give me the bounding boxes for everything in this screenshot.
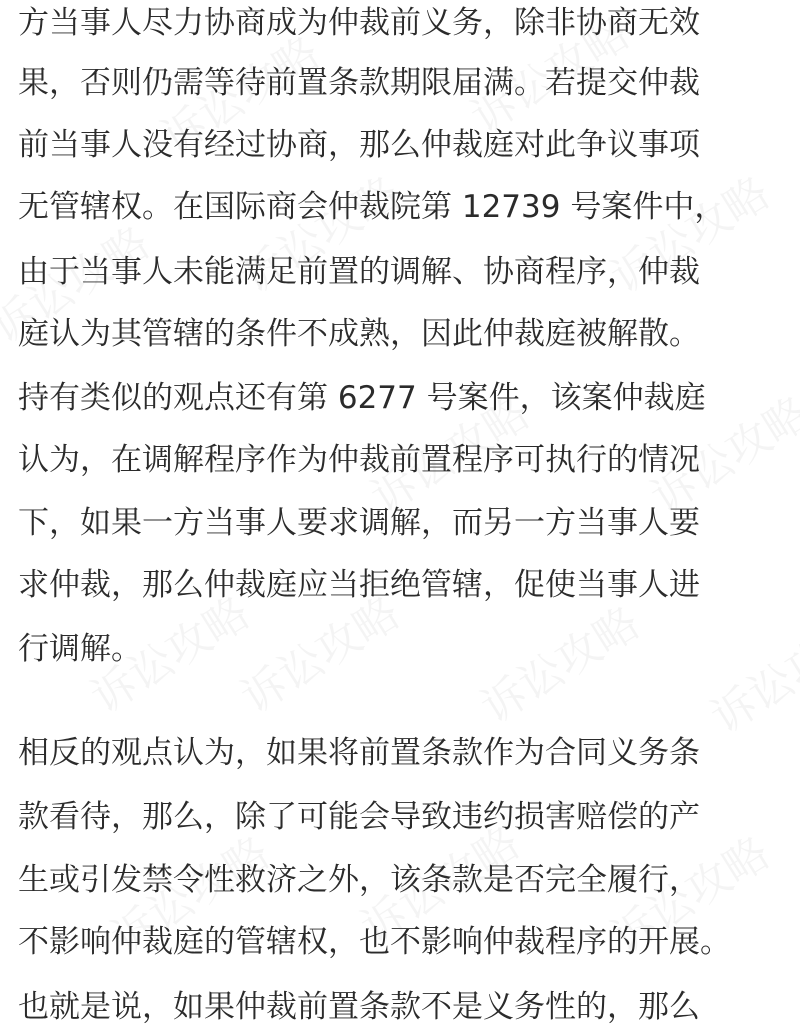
watermark — [696, 598, 800, 746]
text-line: 求仲裁，那么仲裁庭应当拒绝管辖，促使当事人进 — [18, 567, 700, 603]
text-line: 无管辖权。在国际商会仲裁院第 12739 号案件中， — [18, 189, 726, 225]
text-line: 行调解。 — [18, 631, 142, 667]
text-line: 果，否则仍需等待前置条款期限届满。若提交仲裁 — [18, 65, 700, 101]
text-line: 款看待，那么，除了可能会导致违约损害赔偿的产 — [18, 799, 700, 835]
text-line: 由于当事人未能满足前置的调解、协商程序，仲裁 — [18, 254, 700, 290]
text-line: 相反的观点认为，如果将前置条款作为合同义务条 — [18, 735, 700, 771]
watermark — [466, 588, 649, 736]
text-line: 庭认为其管辖的条件不成熟，因此仲裁庭被解散。 — [18, 316, 700, 352]
text-line: 下，如果一方当事人要求调解，而另一方当事人要 — [18, 505, 700, 541]
text-line: 也就是说，如果仲裁前置条款不是义务性的，那么 — [18, 989, 700, 1025]
text-line: 生或引发禁令性救济之外，该条款是否完全履行， — [18, 862, 700, 898]
text-line: 持有类似的观点还有第 6277 号案件，该案仲裁庭 — [18, 380, 706, 416]
text-line: 方当事人尽力协商成为仲裁前义务，除非协商无效 — [18, 5, 700, 41]
text-line: 前当事人没有经过协商，那么仲裁庭对此争议事项 — [18, 127, 700, 163]
text-line: 不影响仲裁庭的管辖权，也不影响仲裁程序的开展。 — [18, 924, 731, 960]
text-line: 认为，在调解程序作为仲裁前置程序可执行的情况 — [18, 442, 700, 478]
